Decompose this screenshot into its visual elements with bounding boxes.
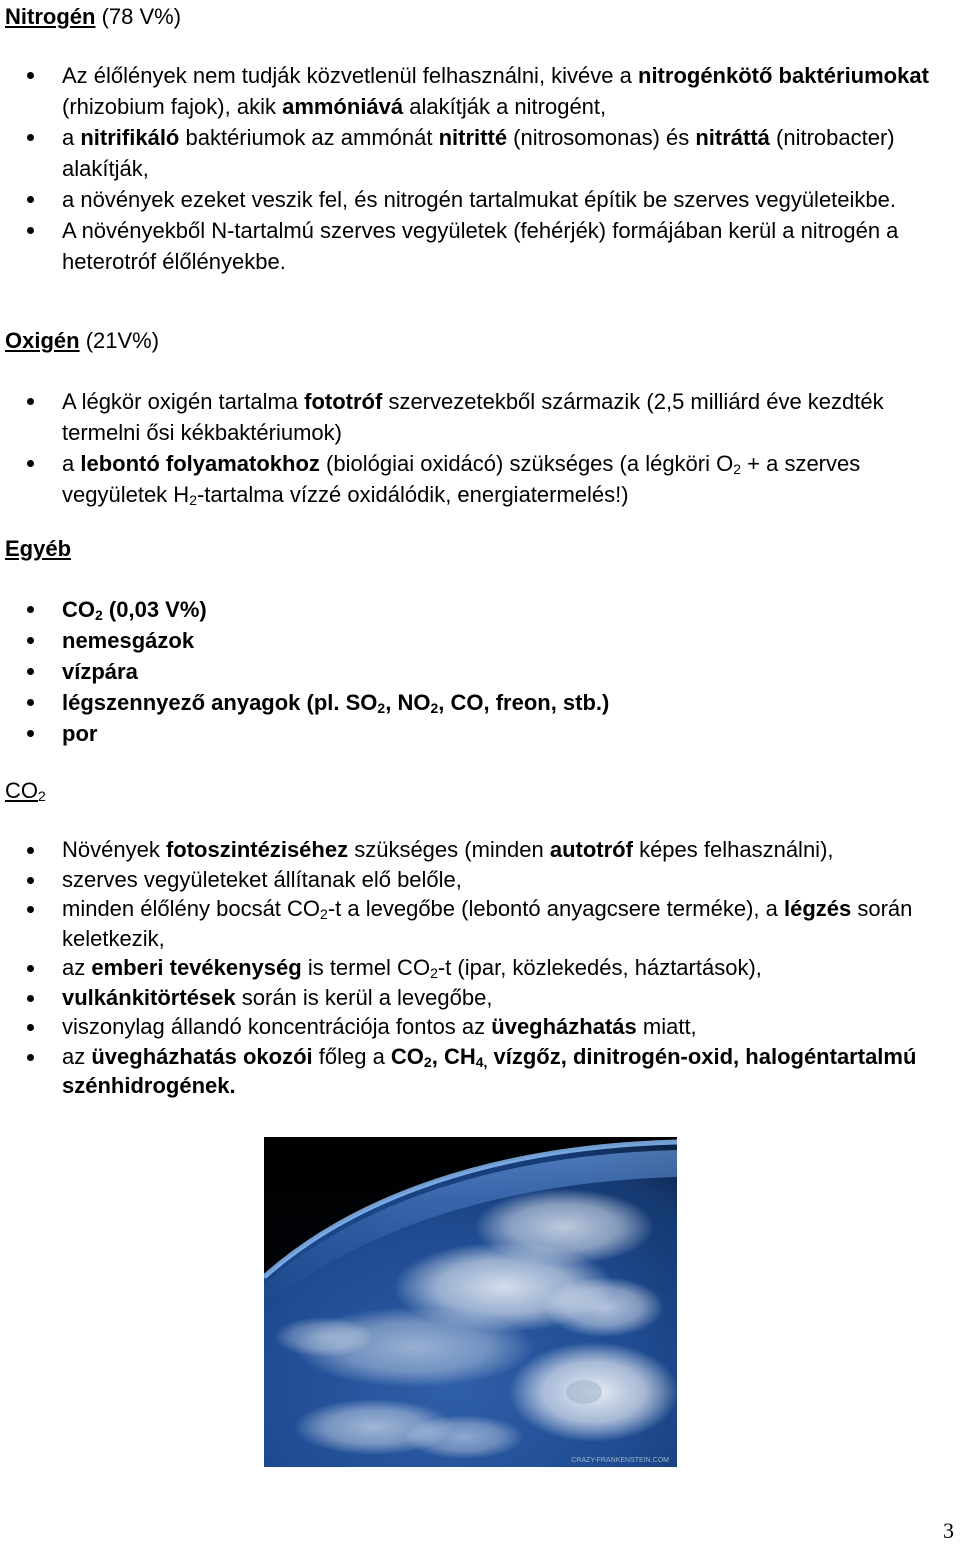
list-item: minden élőlény bocsát $CO_2-t$ a levegőbe (lebontó anyagcsere terméke), a légzés során keletkezik, bbox=[0, 894, 950, 953]
heading-oxygen-title: Oxigén bbox=[5, 328, 80, 353]
heading-co2: $CO_2$ bbox=[5, 778, 46, 804]
list-item: viszonylag állandó koncentrációja fontos az üvegházhatás miatt, bbox=[0, 1012, 950, 1042]
page-number: 3 bbox=[943, 1518, 954, 1543]
list-item: Az élőlények nem tudják közvetlenül felhasználni, kivéve a nitrogénkötő baktériumokat (rhizobium fajok), akik ammóniává alakítják a nitrogént, bbox=[0, 60, 950, 122]
earth-from-space-image bbox=[264, 1137, 677, 1467]
image-watermark: CRAZY-FRANKENSTEIN.COM bbox=[571, 1457, 669, 1464]
heading-nitrogen-suffix: (78 V%) bbox=[95, 4, 182, 29]
list-item: a növények ezeket veszik fel, és nitrogén tartalmukat építik be szerves vegyületeikbe. bbox=[0, 184, 950, 215]
heading-nitrogen-title: Nitrogén bbox=[5, 4, 96, 29]
list-item: a nitrifikáló baktériumok az ammónát nitritté (nitrosomonas) és nitráttá (nitrobacter) alakítják, bbox=[0, 122, 950, 184]
heading-oxygen-suffix: (21V%) bbox=[79, 328, 160, 353]
heading-other: Egyéb bbox=[5, 536, 72, 561]
heading-oxygen bbox=[5, 328, 159, 354]
list-item: $CO_2$ (0,03 V%) bbox=[0, 594, 950, 625]
list-item: Növények fotoszintéziséhez szükséges (minden autotróf képes felhasználni), bbox=[0, 835, 950, 865]
list-item: nemesgázok bbox=[0, 625, 950, 656]
other-list bbox=[0, 594, 950, 749]
list-item: légszennyező anyagok (pl. $SO_2$, $NO_2$, CO, freon, stb.) bbox=[0, 687, 950, 718]
list-item: vulkánkitörtések során is kerül a levegőbe, bbox=[0, 983, 950, 1013]
list-item: a lebontó folyamatokhoz (biológiai oxidácó) szükséges (a légköri $O_2 + a$ szerves vegyületek $H_2$-tartalma vízzé oxidálódik, energiatermelés!) bbox=[0, 448, 950, 510]
co2-list bbox=[0, 835, 950, 1101]
list-item: A légkör oxigén tartalma fototróf szervezetekből származik (2,5 milliárd éve kezdték termelni ősi kékbaktériumok) bbox=[0, 386, 950, 448]
list-item: por bbox=[0, 718, 950, 749]
list-item: A növényekből N-tartalmú szerves vegyületek (fehérjék) formájában kerül a nitrogén a heterotróf élőlényekbe. bbox=[0, 215, 950, 277]
list-item: az emberi tevékenység is termel $CO_2-t$ (ipar, közlekedés, háztartások), bbox=[0, 953, 950, 983]
heading-nitrogen bbox=[5, 4, 181, 30]
oxygen-list bbox=[0, 386, 950, 510]
list-item: szerves vegyületeket állítanak elő belőle, bbox=[0, 865, 950, 895]
nitrogen-list bbox=[0, 60, 950, 277]
earth-illustration bbox=[264, 1137, 677, 1467]
list-item: az üvegházhatás okozói főleg a $CO_2$, $CH_{4,}$ vízgőz, dinitrogén-oxid, halogéntartalmú szénhidrogének. bbox=[0, 1042, 950, 1101]
list-item: vízpára bbox=[0, 656, 950, 687]
